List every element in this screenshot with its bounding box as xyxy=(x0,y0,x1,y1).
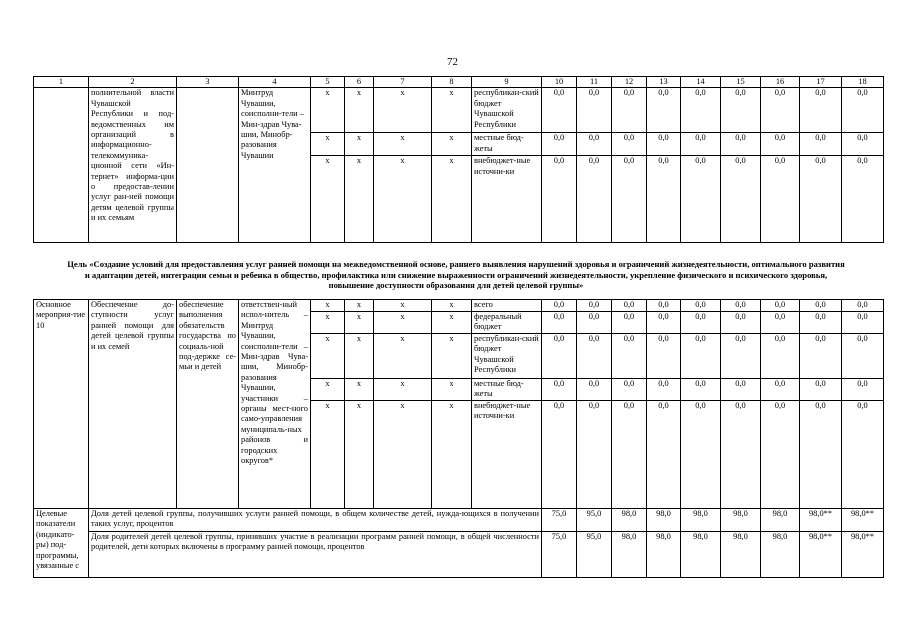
budget-table-top xyxy=(33,76,884,243)
table-row: x x x x федеральный бюджет 0,0 0,0 0,0 0,0 0,0 0,0 0,0 0,0 0,0 xyxy=(34,312,884,334)
table-row: x x x x внебюджет-ные источни-ки 0,0 0,0 0,0 0,0 0,0 0,0 0,0 0,0 0,0 xyxy=(34,156,884,243)
event-executor: ответствен-ный испол-нитель – Минтруд Чувашии, соисполни-тели – Мин-здрав Чува-шии, Минобр-разования Чувашии, участники – органы мест-ного само-управления муниципаль-ных районов и городских округов* xyxy=(239,300,311,509)
table-row: Доля родителей детей целевой группы, принявших участие в реализации программ ранней помощи, в общей численности родителей, дети которых включены в программу ранней помощи, процентов 75,0 95,0 98,0 98,0 98,0 98,0 98,0 98,0** 98,0** xyxy=(34,532,884,578)
table-row: полнительной власти Чувашской Республики и под-ведомственных им организаций в информационно-телекоммуника-ционной сети «Ин-тернет» информа-ции о предостав-лении услуг ран-ней помощи детям целевой группы и их семьям Минтруд Чувашии, соисполни-тели – Мин-здрав Чува-шии, Минобр-разования Чувашии x x x x республикан-ский бюджет Чувашской Республики 0,0 0,0 0,0 0,0 0,0 0,0 0,0 0,0 0,0 xyxy=(34,88,884,133)
column-header: 10 xyxy=(542,77,577,88)
executor-cell: Минтруд Чувашии, соисполни-тели – Мин-здрав Чува-шии, Минобр-разования Чувашии xyxy=(239,88,311,243)
column-header: 14 xyxy=(681,77,721,88)
table-row: x x x x внебюджет-ные источни-ки 0,0 0,0 0,0 0,0 0,0 0,0 0,0 0,0 0,0 xyxy=(34,401,884,509)
header-row xyxy=(34,77,884,88)
goal-heading: Цель «Создание условий для предоставления услуг ранней помощи на межведомственной основе, раннего выявления нарушений здоровья и ограничений жизнедеятельности, оптимального развития и адаптации детей, интеграции семьи и ребенка в общество, профилактика или снижение выраженности ограничений жизнедеятельности, укрепление физического и психического здоровья, повышение доступности образования для детей целевой группы» xyxy=(67,259,845,291)
event-title: Основное мероприя-тие 10 xyxy=(34,300,89,509)
funding-source: местные бюд-жеты xyxy=(472,379,542,401)
column-header: 17 xyxy=(800,77,842,88)
column-header: 11 xyxy=(577,77,612,88)
column-header: 4 xyxy=(239,77,311,88)
column-header: 16 xyxy=(761,77,800,88)
table-row: Основное мероприя-тие 10 Обеспечение до-ступности услуг ранней помощи для детей целевой группы и их семей обеспечение выполнения обязательств государства по социаль-ной под-держке се-мьи и детей ответствен-ный испол-нитель – Минтруд Чувашии, соисполни-тели – Мин-здрав Чува-шии, Минобр-разования Чувашии, участники – органы мест-ного само-управления муниципаль-ных районов и городских округов* x x x x всего 0,0 0,0 0,0 0,0 0,0 0,0 0,0 0,0 0,0 xyxy=(34,300,884,312)
table-row: x x x x местные бюд-жеты 0,0 0,0 0,0 0,0 0,0 0,0 0,0 0,0 0,0 xyxy=(34,379,884,401)
event-description: Обеспечение до-ступности услуг ранней помощи для детей целевой группы и их семей xyxy=(89,300,177,509)
column-header: 7 xyxy=(374,77,432,88)
page-number: 72 xyxy=(447,56,458,68)
funding-source: местные бюд-жеты xyxy=(472,133,542,156)
budget-table-bottom xyxy=(33,299,884,578)
column-header: 15 xyxy=(721,77,761,88)
column-header: 5 xyxy=(311,77,345,88)
funding-source: всего xyxy=(472,300,542,312)
indicator-text: Доля родителей детей целевой группы, принявших участие в реализации программ ранней помощи, в общей численности родителей, дети которых включены в программу ранней помощи, процентов xyxy=(89,532,542,578)
column-header: 2 xyxy=(89,77,177,88)
event-task: обеспечение выполнения обязательств государства по социаль-ной под-держке се-мьи и детей xyxy=(177,300,239,509)
column-header: 6 xyxy=(345,77,374,88)
column-header: 9 xyxy=(472,77,542,88)
column-header: 3 xyxy=(177,77,239,88)
column-header: 8 xyxy=(432,77,472,88)
measure-description: полнительной власти Чувашской Республики и под-ведомственных им организаций в информационно-телекоммуника-ционной сети «Ин-тернет» информа-ции о предостав-лении услуг ран-ней помощи детям целевой группы и их семьям xyxy=(89,88,177,243)
table-row: x x x x местные бюд-жеты 0,0 0,0 0,0 0,0 0,0 0,0 0,0 0,0 0,0 xyxy=(34,133,884,156)
funding-source: внебюджет-ные источни-ки xyxy=(472,156,542,243)
column-header: 13 xyxy=(647,77,681,88)
indicator-text: Доля детей целевой группы, получивших услуги ранней помощи, в общем количестве детей, нужда-ющихся в получении таких услуг, процентов xyxy=(89,509,542,532)
table-row: Целевые показатели (индикато-ры) под-программы, увязанные с Доля детей целевой группы, получивших услуги ранней помощи, в общем количестве детей, нужда-ющихся в получении таких услуг, процентов 75,0 95,0 98,0 98,0 98,0 98,0 98,0 98,0** 98,0** xyxy=(34,509,884,532)
column-header: 1 xyxy=(34,77,89,88)
targets-label: Целевые показатели (индикато-ры) под-программы, увязанные с xyxy=(34,509,89,578)
funding-source: республикан-ский бюджет Чувашской Республики xyxy=(472,88,542,133)
table-row: x x x x республикан-ский бюджет Чувашской Республики 0,0 0,0 0,0 0,0 0,0 0,0 0,0 0,0 0,0 xyxy=(34,334,884,379)
funding-source: федеральный бюджет xyxy=(472,312,542,334)
funding-source: внебюджет-ные источни-ки xyxy=(472,401,542,509)
column-header: 12 xyxy=(612,77,647,88)
column-header: 18 xyxy=(842,77,884,88)
funding-source: республикан-ский бюджет Чувашской Республики xyxy=(472,334,542,379)
